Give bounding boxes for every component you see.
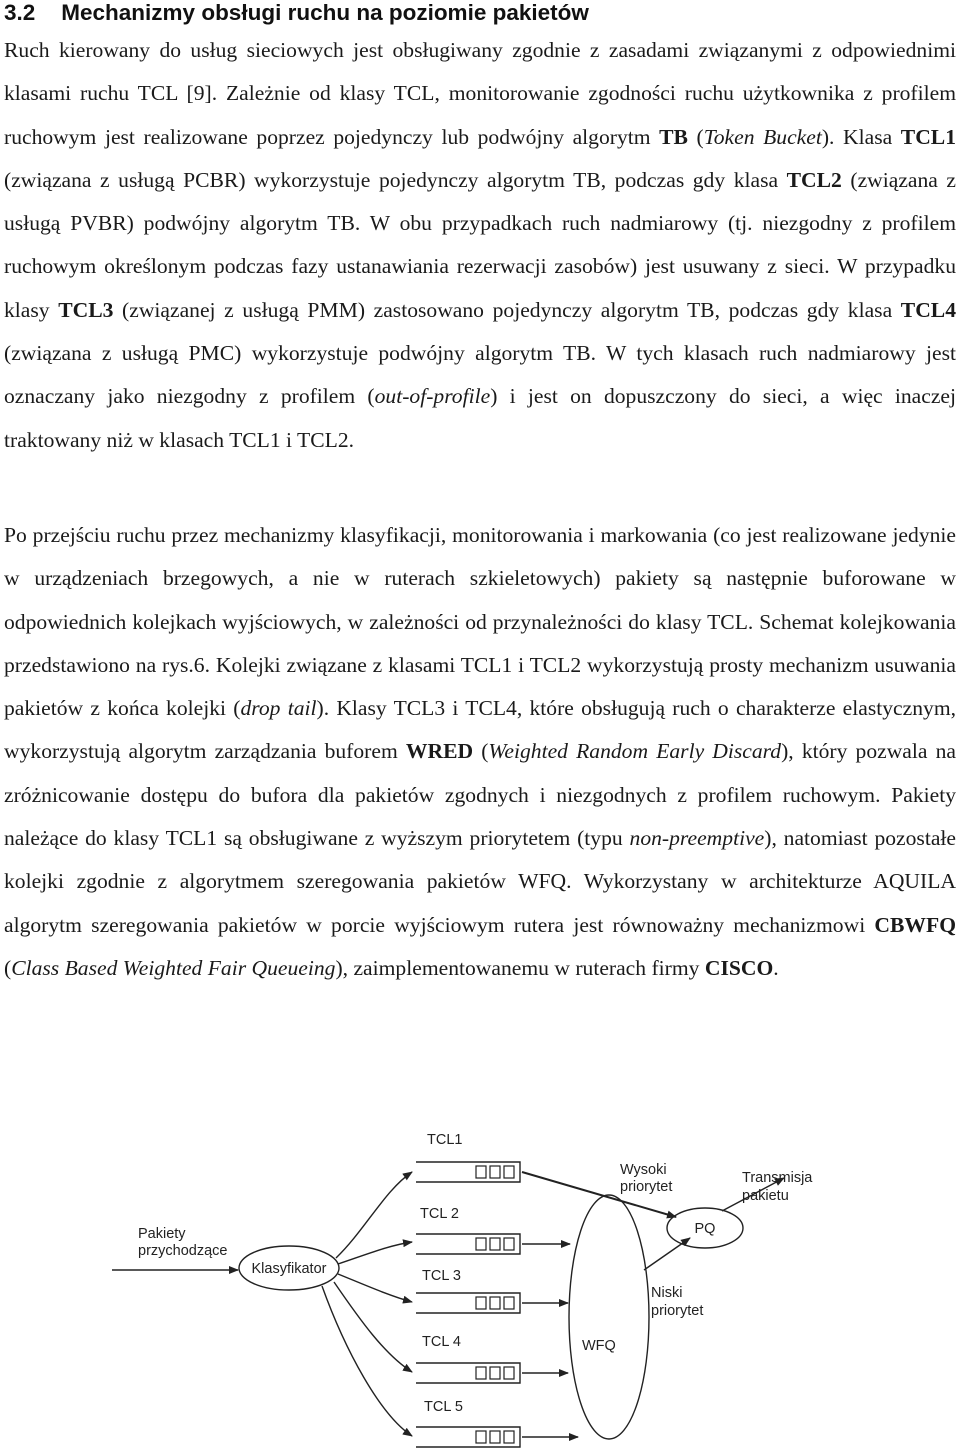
text-run: (związana z usługą PCBR) wykorzystuje pojedynczy algorytm TB, podczas gdy klasa bbox=[4, 167, 787, 192]
term-tcl4: TCL4 bbox=[900, 297, 956, 322]
term-out-of-profile: out-of-profile bbox=[374, 384, 491, 409]
term-tcl2: TCL2 bbox=[786, 167, 842, 192]
text-run: ), który pozwala na zróżnicowanie dostępu do bufora dla pakietów zgodnych i niezgodnych z profilem ruchowym. Pakiety należące do klasy TCL1 są obsługiwane z wyższym priorytetem (typu bbox=[4, 739, 956, 851]
arrow-to-tcl1 bbox=[336, 1172, 412, 1258]
text-run: ( bbox=[473, 739, 489, 764]
queueing-diagram bbox=[0, 1120, 960, 1451]
high-priority-label: priorytet bbox=[620, 1179, 673, 1195]
text-run: ) i jest on dopuszczony do sieci, a więc inaczej traktowany niż w klasach TCL1 i TCL2. bbox=[4, 384, 956, 452]
queue-label-tcl5: TCL 5 bbox=[424, 1399, 463, 1415]
queue-buffer-tcl3 bbox=[416, 1293, 520, 1313]
text-run: (związana z usługą PMC) wykorzystuje podwójny algorytm TB. W tych klasach ruch nadmiarowy jest oznaczany jako niezgodny z profilem ( bbox=[4, 341, 956, 409]
term-tcl1: TCL1 bbox=[900, 124, 956, 149]
text-run: ). Klasa bbox=[821, 124, 901, 149]
section-heading bbox=[4, 0, 589, 26]
term-cbwfq-expansion: Class Based Weighted Fair Queueing bbox=[11, 955, 336, 980]
wfq-node bbox=[569, 1195, 649, 1439]
arrow-to-tcl2 bbox=[338, 1242, 412, 1264]
queue-label-tcl3: TCL 3 bbox=[422, 1268, 461, 1284]
arrow-to-tcl4 bbox=[334, 1282, 412, 1372]
term-cisco: CISCO bbox=[704, 955, 774, 980]
text-run: Ruch kierowany do usług sieciowych jest obsługiwany zgodnie z zasadami związanymi z odpowiednimi klasami ruchu TCL [9]. Zależnie od klasy TCL, monitorowanie zgodności ruchu użytkownika z profilem ruchowym jest realizowane poprzez pojedynczy lub podwójny algorytm bbox=[4, 38, 956, 149]
low-priority-label: Niski bbox=[651, 1285, 683, 1301]
queue-buffer-tcl5 bbox=[416, 1427, 520, 1447]
term-wred: WRED bbox=[405, 739, 474, 764]
term-cbwfq: CBWFQ bbox=[874, 912, 956, 937]
section-title: Mechanizmy obsługi ruchu na poziomie pakietów bbox=[61, 0, 589, 25]
incoming-label: przychodzące bbox=[138, 1243, 228, 1259]
pq-label: PQ bbox=[694, 1221, 716, 1237]
text-run: ). Klasy TCL3 i TCL4, które obsługują ruch o charakterze elastycznym, wykorzystują algorytm zarządzania buforem bbox=[4, 696, 957, 764]
arrow-to-tcl3 bbox=[338, 1274, 412, 1302]
text-run: (związanej z usługą PMM) zastosowano pojedynczy algorytm TB, podczas gdy klasa bbox=[113, 297, 901, 322]
incoming-label: Pakiety bbox=[138, 1226, 186, 1242]
output-label: Transmisja bbox=[742, 1170, 813, 1186]
wfq-label: WFQ bbox=[582, 1338, 616, 1354]
text-run: ), natomiast pozostałe kolejki zgodnie z algorytmem szeregowania pakietów WFQ. Wykorzystany w architekturze AQUILA algorytm szeregowania pakietów w porcie wyjściowym rutera jest równoważny mechanizmowi bbox=[4, 826, 956, 937]
section-number: 3.2 bbox=[4, 0, 36, 25]
text-run: ( bbox=[687, 124, 704, 149]
queue-label-tcl2: TCL 2 bbox=[420, 1206, 459, 1222]
term-wred-expansion: Weighted Random Early Discard bbox=[488, 739, 782, 764]
queue-buffer-tcl2 bbox=[416, 1234, 520, 1254]
output-label: pakietu bbox=[742, 1188, 789, 1204]
text-run: Po przejściu ruchu przez mechanizmy klasyfikacji, monitorowania i markowania (co jest realizowane jedynie w urządzeniach brzegowych, a nie w ruterach szkieletowych) pakiety są następnie buforowane w odpowiednich kolejkach wyjściowych, w zależności od przynależności do klasy TCL. Schemat kolejkowania przedstawiono na rys.6. Kolejki związane z klasami TCL1 i TCL2 wykorzystują prosty mechanizm usuwania pakietów z końca kolejki ( bbox=[4, 523, 956, 721]
classifier-label: Klasyfikator bbox=[251, 1261, 327, 1277]
queue-buffer-tcl1 bbox=[416, 1162, 520, 1182]
arrow-low-priority bbox=[644, 1238, 690, 1270]
term-tcl3: TCL3 bbox=[58, 297, 114, 322]
high-priority-label: Wysoki bbox=[620, 1162, 667, 1178]
queue-label-tcl1: TCL1 bbox=[427, 1132, 463, 1148]
text-run: ( bbox=[4, 955, 12, 980]
queue-buffer-tcl4 bbox=[416, 1363, 520, 1383]
text-run: . bbox=[773, 955, 779, 980]
low-priority-label: priorytet bbox=[651, 1303, 704, 1319]
queue-label-tcl4: TCL 4 bbox=[422, 1334, 461, 1350]
paragraph-2 bbox=[4, 514, 956, 990]
term-token-bucket: Token Bucket bbox=[703, 124, 822, 149]
text-run: ), zaimplementowanemu w ruterach firmy bbox=[335, 955, 705, 980]
term-tb: TB bbox=[659, 124, 688, 149]
paragraph-1 bbox=[4, 29, 956, 462]
term-non-preemptive: non-preemptive bbox=[629, 826, 765, 851]
term-drop-tail: drop tail bbox=[240, 696, 317, 721]
text-run: (związana z usługą PVBR) podwójny algorytm TB. W obu przypadkach ruch nadmiarowy (tj. niezgodny z profilem ruchowym określonym podczas fazy ustanawiania rezerwacji zasobów) jest usuwany z sieci. W przypadku klasy bbox=[4, 167, 957, 322]
